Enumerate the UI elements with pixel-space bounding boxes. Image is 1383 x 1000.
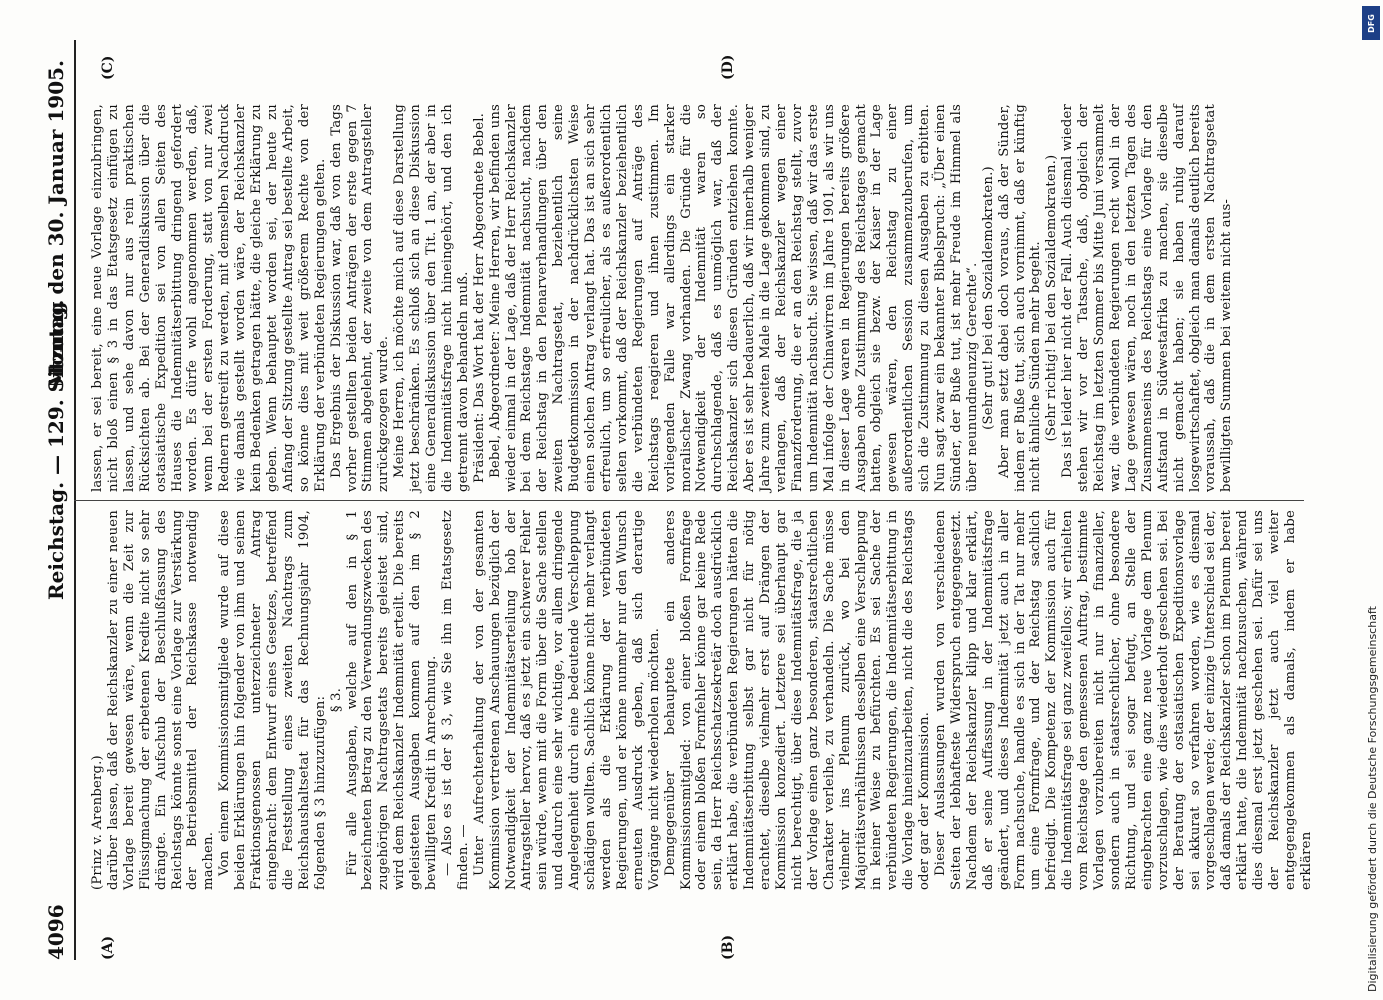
dfg-logo [1362,6,1380,40]
interjection: (Sehr gut! bei den Sozialdemokraten.) [980,166,996,430]
paragraph: Demgegenüber behauptete ein anderes Kommissionsmitglied: von einer bloßen Formfrage oder einem bloßen Formfehler könne gar keine Rede sein, da Herr Reichsschatzsekretär doch ausdrücklich erklärt habe, die verbündeten Regierungen hätten die Indemnitätserbittung selbst gar nicht für nötig erachtet, dieselbe vielmehr erst auf Drängen der Kommission konzediert. Letztere sei überhaupt gar nicht berechtigt, über diese Indemnitätsfrage, die ja der Vorlage einen ganz besonderen, staatsrechtlichen Charakter verleihe, zu verhandeln. Die Sache müsse vielmehr ins Plenum zurück, wo bei den Majoritätsverhältnissen desselben eine Verschleppung in keiner Weise zu befürchten. Es sei Sache der verbündeten Regierungen, die Indemnitätserbittung in die Vorlage hineinzuarbeiten, nicht die des Reichstags oder gar der Kommission. [662,510,933,890]
paragraph: darüber lassen, daß der Reichskanzler zu einer neuen Vorlage bereit gewesen wäre, wenn die Zeit zur Flüssigmachung der erbetenen Kredite nicht so sehr drängte. Ein Aufschub der Beschlußfassung des Reichstags könnte sonst eine Vorlage zur Verstärkung der Betriebsmittel der Reichskasse notwendig machen. [105,510,217,890]
interjection: (Sehr richtig! bei den Sozialdemokraten.) [1044,154,1060,442]
paragraph: Das Ergebnis der Diskussion war, daß von den Tags vorher gestellten beiden Anträgen der erste gegen 7 Stimmen abgelehnt, der zweite von dem Antragsteller zurückgezogen wurde. [328,104,392,492]
margin-marker-a: (A) [100,935,116,960]
paragraph: Von einem Kommissionsmitgliede wurde auf diese beiden Erklärungen hin folgender von ihm und seinen Fraktionsgenossen unterzeichneter Antrag eingebracht: dem Entwurf eines Gesetzes, betreffend die Feststellung eines zweiten Nachtrags zum Reichshaushaltsetat für das Rechnungsjahr 1904, folgenden § 3 hinzuzufügen: [217,510,328,890]
paragraph: Das ist leider hier nicht der Fall. Auch diesmal wieder stehen wir vor der Tatsache, daß, obgleich der Reichstag im letzten Sommer bis Mitte Juni versammelt war, die verbündeten Regierungen recht wohl in der Lage gewesen wären, noch in den letzten Tagen des Zusammenseins des Reichstags eine Vorlage für den Aufstand in Südwestafrika zu machen, sie dieselbe nicht gemacht haben; sie haben ruhig darauf losgewirtschaftet, obgleich man damals deutlich bereits voraussah, daß die in dem ersten Nachtragsetat bewilligten Summen bei weitem nicht aus- [1060,104,1235,492]
page-number: 4096 [44,904,68,960]
paragraph: Dieser Auslassungen wurden von verschiedenen Seiten der lebhafteste Widerspruch entgegengesetzt. Nachdem der Reichskanzler klipp und klar erklärt, daß er seine Auffassung in der Indemnitätsfrage geändert, und dieses Indemnität jetzt auch in aller Form nachsuche, handle es sich in der Tat nur mehr um eine Formfrage, und der Reichstag sachlich befriedigt. Die Kompetenz der Kommission auch für die Indemnitätsfrage sei ganz zweifellos; wir erhielten vom Reichstage den gemessenen Auftrag, bestimmte Vorlagen vorzubereiten nicht nur in finanzieller, sondern auch in staatsrechtlicher, ohne besondere Richtung, und sei sogar befugt, an Stelle der eingebrachten eine ganz neue Vorlage dem Plenum vorzuschlagen, wie dies wiederholt geschehen sei. Bei der Beratung der ostasiatischen Expeditionsvorlage sei akkurat so verfahren worden, wie es diesmal vorgeschlagen werde; der einzige Unterschied sei der, daß damals der Reichskanzler schon im Plenum bereit erklärt hatte, die Indemnität nachzusuchen, während dies diesmal erst jetzt geschehen sei. Dafür sei uns der Reichskanzler jetzt auch viel weiter entgegengekommen als damals, indem er habe erklären [933,510,1314,890]
column-left [90,510,1315,890]
header-left-title: Reichstag. — 129. Sitzung. [44,299,68,600]
speaker-line: (Prinz v. Arenberg.) [90,755,105,890]
paragraph: Für alle Ausgaben, welche auf den in § 1 bezeichneten Betrag zu den Verwendungszwecken des zugehörigen Nachtragsetats bereits geleistet sind, wird dem Reichskanzler Indemnität erteilt. Die bereits geleisteten Ausgaben kommen auf den im § 2 bewilligten Kredit in Anrechnung. [344,510,440,890]
paragraph: Bebel, Abgeordneter: Meine Herren, wir befinden uns wieder einmal in der Lage, daß der Herr Reichskanzler bei dem Reichstage Indemnität nachsucht, nachdem der Reichstag in den Plenarverhandlungen über den zweiten Nachtragsetat, beziehentlich seine Budgetkommission in der nachdrücklichsten Weise einen solchen Antrag verlangt hat. Das ist an sich sehr erfreulich, um so erfreulicher, als es außerordentlich selten vorkommt, daß der Reichskanzler beziehentlich die verbündeten Regierungen auf Anträge des Reichstags reagieren und ihnen zustimmen. Im vorliegenden Falle war allerdings ein starker moralischer Zwang vorhanden. Die Gründe für die Notwendigkeit der Indemnität waren so durchschlagende, daß es unmöglich war, daß der Reichskanzler sich diesen Gründen entziehen konnte. Aber es ist sehr bedauerlich, daß wir innerhalb weniger Jahre zum zweiten Male in die Lage gekommen sind, zu verlangen, daß der Reichskanzler wegen einer Finanzforderung, die er an den Reichstag stellt, zuvor um Indemnität nachsucht. Sie wissen, daß wir das erste Mal infolge der Chinawirren im Jahre 1901, als wir uns in dieser Lage waren in Regierungen bereits größere Ausgaben ohne Zustimmung des Reichstages gemacht hatten, obgleich sie bezw. der Kaiser in der Lage gewesen wären, den Reichstag zu einer außerordentlichen Session zusammenzuberufen, um sich die Zustimmung zu diesen Ausgaben zu erbitten. Nun sagt zwar ein bekannter Bibelspruch: „Über einen Sünder, der Buße tut, ist mehr Freude im Himmel als über neunundneunzig Gerechte“. [487,104,980,492]
margin-marker-c: (C) [100,55,116,80]
paragraph: lassen, er sei bereit, eine neue Vorlage einzubringen, nicht bloß einen § 3 in das Etatsgesetz einfügen zu lassen, und sehe davon nur aus rein praktischen Rücksichten ab. Bei der Generaldiskussion über die ostasiatische Expedition sei von allen Seiten des Hauses die Indemnitätserbittung dringend gefordert worden. Es dürfe wohl angenommen werden, daß, wenn bei der ersten Forderung, statt von nur zwei Rednern gestreift zu werden, mit demselben Nachdruck wie damals gestellt worden wäre, der Reichskanzler kein Bedenken getragen hätte, die gleiche Erklärung zu geben. Wenn behauptet worden sei, der heute zu Anfang der Sitzung gestellte Antrag sei bestellte Arbeit, so könne dies mit weit größerem Rechte von der Erklärung der verbündeten Regierungen gelten. [90,104,328,492]
digitization-note [1352,8,1380,992]
paragraph: Meine Herren, ich möchte mich auf diese Darstellung jetzt beschränken. Es schloß sich an diese Diskussion eine Generaldiskussion über den Tit. 1 an, der aber in die Indemnitätsfrage nicht hineingehört, und den ich getrennt davon behandeln muß. [392,104,471,492]
page-header [40,40,76,960]
column-divider [74,500,1304,501]
column-right [90,104,1235,492]
president-line: Präsident: Das Wort hat der Herr Abgeordnete Bebel. [471,112,487,484]
header-date: Montag den 30. Januar 1905. [44,60,68,388]
margin-marker-d: (D) [720,54,736,80]
paragraph: Aber man setzt dabei doch voraus, daß der Sünder, indem er Buße tut, sich auch vornimmt, daß er künftig nicht ähnliche Sünden mehr begeht. [996,104,1044,492]
paragraph: Unter Aufrechterhaltung der von der gesamten Kommission vertretenen Anschauungen bezüglich der Notwendigkeit der Indemnitätserteilung hob der Antragsteller hervor, daß es jetzt ein schwerer Fehler sein würde, wenn mit die Form über die Sache stellen und dadurch eine sehr wichtige, vor allem dringende Angelegenheit durch eine bedeutende Verschleppung schädigen wollten. Sachlich könne nicht mehr verlangt werden als die Erklärung der verbündeten Regierungen, und er könne nunmehr nur den Wunsch erneuten Ausdruck geben, daß sich derartige Vorgänge nicht wiederholen möchten. [471,510,662,890]
dfg-logo-text: DFG [1366,13,1376,33]
paragraph: — Also es ist der § 3, wie Sie ihn im Etatsgesetz finden. — [439,510,471,890]
section-heading: § 3. [328,687,344,713]
margin-marker-b: (B) [720,934,736,960]
digitization-note-text: Digitalisierung gefördert durch die Deutsche Forschungsgemeinschaft [1366,606,1379,992]
